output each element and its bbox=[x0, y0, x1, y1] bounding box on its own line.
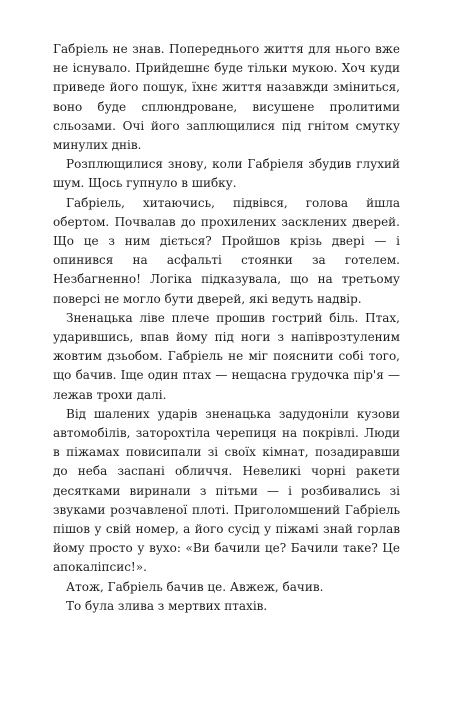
paragraph: Габріель, хитаючись, підвівся, голова йшла обертом. Почвалав до прохилених засклених дверей. Що це з ним діється? Пройшов крізь двері — і опинився на асфальті стоянки за готелем. Незбагненно! Логіка підказувала, що на третьому поверсі не могло бути дверей, які ведуть надвір. bbox=[53, 195, 400, 306]
paragraph: Габріель не знав. Попереднього життя для нього вже не існувало. Прийдешнє буде тільки мукою. Хоч куди приведе його пошук, їхнє життя назавжди зміниться, воно буде сплюндроване, висушене пролитими сльозами. Очі його заплющилися під гнітом смутку минулих днів. bbox=[53, 42, 400, 153]
body-text bbox=[53, 40, 400, 616]
paragraph: Зненацька ліве плече прошив гострий біль. Птах, ударившись, впав йому під ноги з напіврозтуленим жовтим дзьобом. Габріель не міг пояснити собі того, що бачив. Іще один птах — нещасна грудочка пір'я — лежав трохи далі. bbox=[53, 310, 400, 402]
paragraph: Розплющилися знову, коли Габріеля збудив глухий шум. Щось гупнуло в шибку. bbox=[53, 157, 400, 191]
paragraph: Атож, Габріель бачив це. Авжеж, бачив. bbox=[66, 579, 324, 594]
paragraph: Від шалених ударів зненацька задудоніли кузови автомобілів, заторохтіла черепиця на покрівлі. Люди в піжамах повисипали зі своїх кімнат, позадиравши до неба заспані обличчя. Невеликі чорні ракети десятками виринали з пітьми — і розбивались зі звуками розчавленої плоті. Приголомшений Габріель пішов у свій номер, а його сусід у піжамі знай горлав йому просто у вухо: «Ви бачили це? Бачили таке? Це апокаліпсис!». bbox=[53, 406, 400, 575]
paragraph: То була злива з мертвих птахів. bbox=[66, 598, 268, 613]
